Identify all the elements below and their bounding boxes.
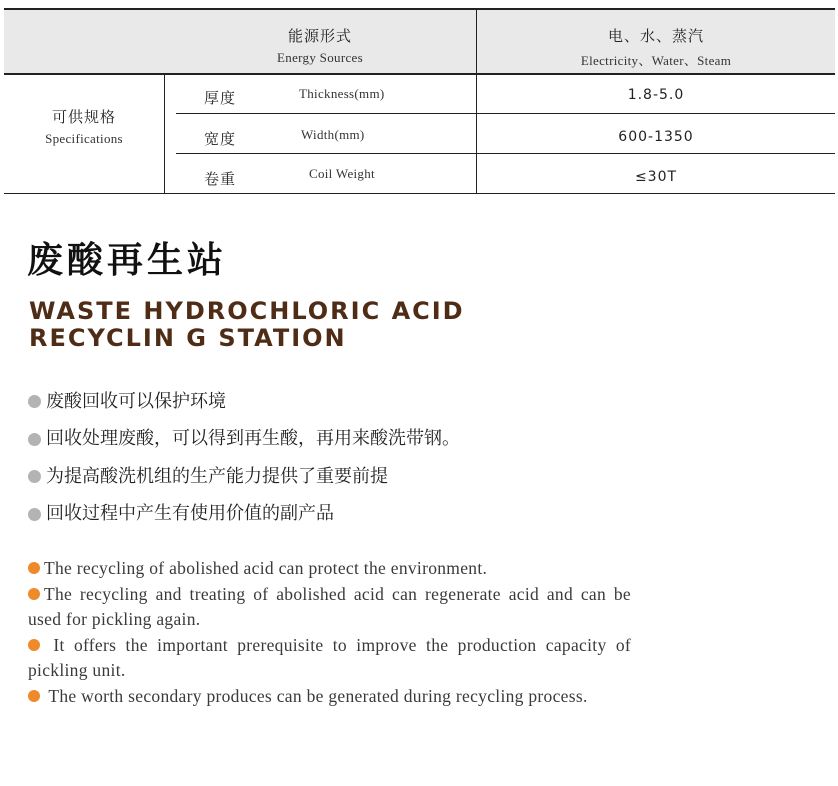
bullet-dot-icon (28, 588, 40, 600)
bullet-list-zh (28, 383, 460, 533)
bullet-dot-icon (28, 433, 41, 446)
list-item (28, 496, 460, 534)
list-item (28, 556, 631, 582)
bullet-text: 废酸回收可以保护环境 (46, 390, 226, 412)
table-top-border (4, 8, 835, 10)
row-width-zh: 宽度 (204, 130, 237, 148)
row-coil-en: Coil Weight (309, 166, 375, 181)
list-item (28, 684, 631, 710)
table-row-divider-1 (176, 113, 835, 114)
bullet-text: It offers the important prerequisite to improve the production capacity of pickling unit. (28, 634, 631, 680)
spec-table (4, 8, 835, 194)
bullet-dot-icon (28, 639, 40, 651)
header-energy-en: Energy Sources (277, 50, 363, 65)
bullet-dot-icon (28, 508, 41, 521)
bullet-list-en (28, 556, 631, 709)
list-item (28, 421, 460, 459)
list-item (28, 458, 460, 496)
bullet-dot-icon (28, 470, 41, 483)
list-item (28, 582, 631, 633)
header-sources-en: Electricity、Water、Steam (580, 53, 732, 68)
bullet-text: The recycling of abolished acid can protect the environment. (44, 558, 488, 578)
table-header-divider (4, 73, 835, 75)
bullet-dot-icon (28, 690, 40, 702)
list-item (28, 383, 460, 421)
table-col-divider-group (164, 74, 165, 194)
bullet-dot-icon (28, 562, 40, 574)
header-sources-zh: 电、水、蒸汽 (607, 27, 704, 45)
row-thickness-value: 1.8-5.0 (627, 87, 685, 103)
row-coil-value: ≤30T (634, 169, 678, 185)
bullet-text: 为提高酸洗机组的生产能力提供了重要前提 (46, 465, 388, 487)
bullet-text: 回收处理废酸，可以得到再生酸，再用来酸洗带钢。 (46, 428, 460, 450)
row-thickness-en: Thickness(mm) (299, 86, 385, 101)
section-title-en-line1: WASTE HYDROCHLORIC ACID (29, 297, 465, 325)
table-row-divider-2 (176, 153, 835, 154)
bullet-text: The recycling and treating of abolished acid can regenerate acid and can be used for pickling again. (28, 583, 631, 629)
list-item (28, 633, 631, 684)
row-width-value: 600-1350 (618, 129, 694, 145)
table-bottom-border (4, 193, 835, 194)
bullet-text: 回收过程中产生有使用价值的副产品 (46, 503, 334, 525)
row-thickness-zh: 厚度 (204, 89, 237, 107)
bullet-dot-icon (28, 395, 41, 408)
spec-group-zh: 可供规格 (51, 108, 116, 126)
bullet-text: The worth secondary produces can be generated during recycling process. (44, 685, 588, 706)
spec-group-en: Specifications (45, 131, 123, 146)
row-width-en: Width(mm) (301, 127, 365, 142)
section-title-zh: 废酸再生站 (27, 240, 228, 281)
row-coil-zh: 卷重 (204, 170, 237, 188)
section-title-en-line2: RECYCLIN G STATION (29, 324, 347, 352)
header-energy-zh: 能源形式 (287, 27, 352, 45)
